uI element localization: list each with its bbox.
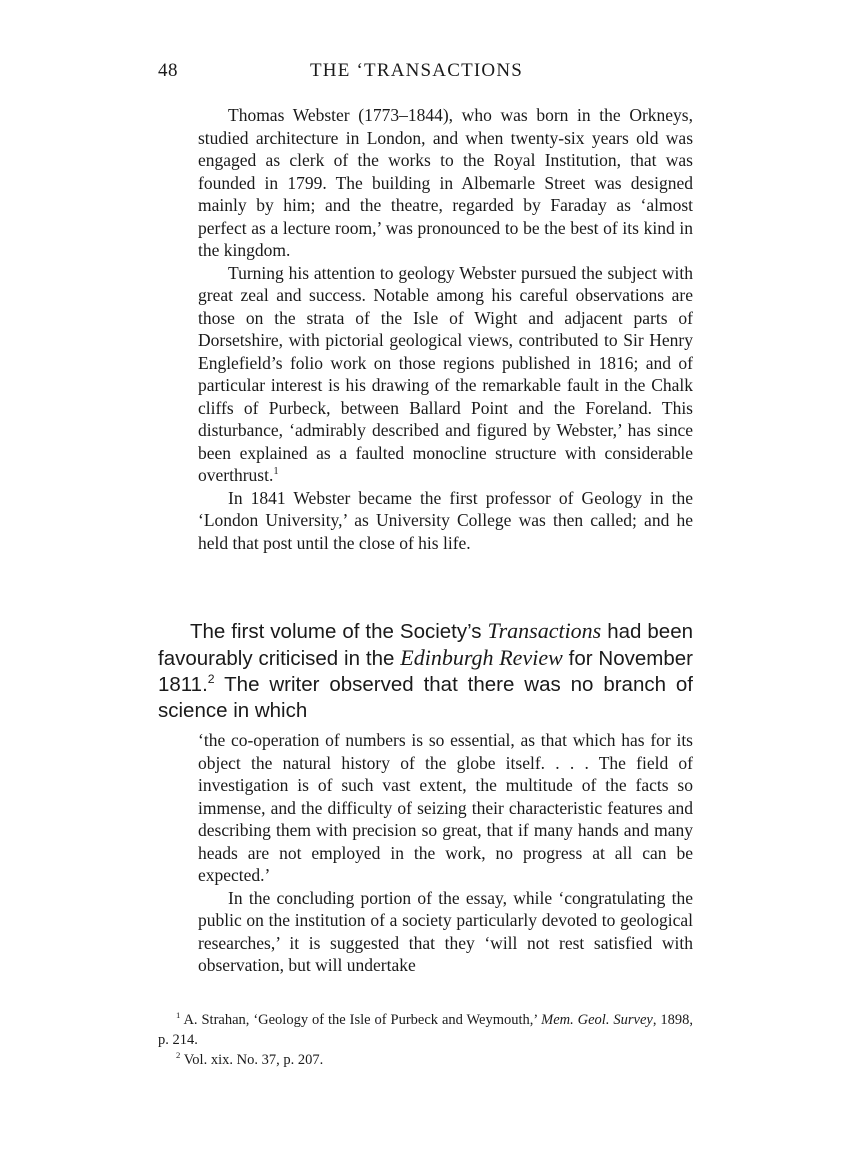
- running-head: [158, 60, 693, 90]
- webster-paragraph-1: Thomas Webster (1773–1844), who was born in the Orkneys, studied architecture in London, and when twenty-six years old was engaged as clerk of the works to the Royal Institution, that was founded in 1799. The building in Albemarle Street was designed mainly by him; and the theatre, regarded by Faraday as ‘almost perfect as a lecture room,’ was pronounced to be the best of its kind in the kingdom.: [198, 105, 693, 260]
- review-quotation: [198, 729, 693, 977]
- main-text-2: had been favourably criticised in the: [158, 620, 694, 670]
- webster-paragraph-2: [198, 262, 693, 487]
- footnote-ref-1: 1: [273, 466, 279, 478]
- footnote-2: [158, 1050, 693, 1070]
- footnotes: [158, 1010, 693, 1070]
- main-text-3: for November 1811.: [158, 647, 693, 696]
- webster-biography: [198, 104, 693, 554]
- footnote-1-mark: 1: [176, 1010, 181, 1021]
- main-text-edinburgh-review: Edinburgh Review: [400, 645, 563, 670]
- footnote-2-text: Vol. xix. No. 37, p. 207.: [180, 1052, 324, 1068]
- concluding-paragraph: In the concluding portion of the essay, while ‘congratulating the public on the institution of a society particularly devoted to geological researches,’ it is suggested that they ‘will not rest satisfied with observation, but will undertake: [198, 887, 693, 975]
- webster-paragraph-3: In 1841 Webster became the first professor of Geology in the ‘London University,’ as University College was then called; and he held that post until the close of his life.: [198, 487, 693, 553]
- main-text-1: The first volume of the Society’s: [190, 620, 488, 643]
- footnote-1-text-a: A. Strahan, ‘Geology of the Isle of Purbeck and Weymouth,’: [180, 1012, 542, 1028]
- quotation-paragraph: ‘the co-operation of numbers is so essential, as that which has for its object the natural history of the globe itself. . . . The field of investigation is of such vast extent, the multitude of the facts so immense, and the difficulty of seizing their characteristic features and describing them with precision so great, that if many hands and many heads are not employed in the work, no progress at all can be expected.’: [198, 730, 693, 885]
- main-text-4: The writer observed that there was no branch of science in which: [158, 673, 693, 722]
- footnote-1: [158, 1010, 693, 1050]
- main-paragraph: [158, 618, 693, 724]
- running-title: THE ‘TRANSACTIONS: [310, 60, 524, 81]
- webster-paragraph-2-text: Turning his attention to geology Webster pursued the subject with great zeal and success. Notable among his careful observations are those on the strata of the Isle of Wight and adjacent parts of Dorsetshire, with pictorial geological views, contributed to Sir Henry Englefield’s folio work on those regions published in 1816; and of particular interest is his drawing of the remarkable fault in the Chalk cliffs of Purbeck, between Ballard Point and the Foreland. This disturbance, ‘admirably described and figured by Webster,’ has since been explained as a faulted monocline structure with considerable overthrust.: [198, 262, 693, 485]
- footnote-ref-2: 2: [207, 672, 215, 687]
- page-number: 48: [158, 60, 178, 81]
- main-text-transactions: Transactions: [487, 618, 602, 643]
- footnote-1-journal: Mem. Geol. Survey: [541, 1012, 653, 1028]
- footnote-2-mark: 2: [176, 1050, 181, 1061]
- footnote-1-text-c: , 1898, p. 214.: [158, 1012, 693, 1048]
